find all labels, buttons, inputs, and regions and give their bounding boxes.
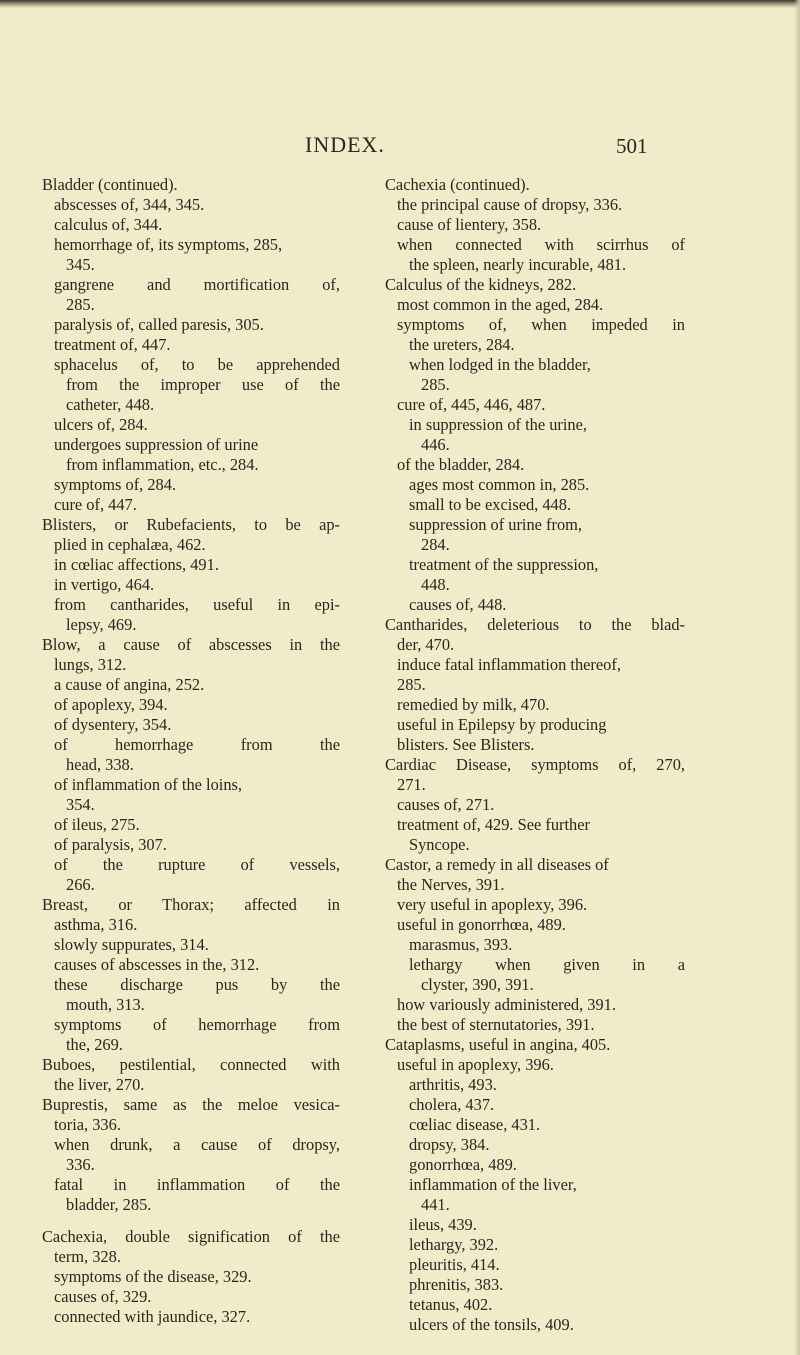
index-subentry-line: ulcers of the tonsils, 409. (409, 1315, 574, 1334)
left-column (42, 175, 340, 1327)
index-subentry-line: cure of, 445, 446, 487. (397, 395, 546, 414)
index-subentry-line: 446. (421, 435, 450, 454)
index-subentry-line: treatment of, 429. See further (397, 815, 590, 834)
index-subentry-line: these discharge pus by the (54, 975, 340, 994)
index-subentry-line: when drunk, a cause of dropsy, (54, 1135, 340, 1154)
index-subentry-line: the liver, 270. (54, 1075, 145, 1094)
index-subentry-line: Syncope. (409, 835, 470, 854)
index-subentry-line: suppression of urine from, (409, 515, 582, 534)
index-subentry-line: ulcers of, 284. (54, 415, 148, 434)
index-subentry-line: undergoes suppression of urine (54, 435, 259, 454)
index-subentry-line: the, 269. (66, 1035, 123, 1054)
index-subentry-line: symptoms of, when impeded in (397, 315, 685, 334)
index-subentry-line: 266. (66, 875, 95, 894)
index-subentry-line: 354. (66, 795, 95, 814)
index-heading-line: Cardiac Disease, symptoms of, 270, (385, 755, 685, 774)
index-subentry-line: most common in the aged, 284. (397, 295, 604, 314)
index-subentry-line: symptoms of hemorrhage from (54, 1015, 340, 1034)
index-subentry-line: of the bladder, 284. (397, 455, 525, 474)
index-subentry-line: lungs, 312. (54, 655, 127, 674)
index-subentry-line: causes of, 448. (409, 595, 507, 614)
index-subentry-line: how variously administered, 391. (397, 995, 616, 1014)
index-subentry-line: lethargy when given in a (409, 955, 685, 974)
index-subentry-line: 285. (397, 675, 426, 694)
index-subentry-line: useful in Epilepsy by producing (397, 715, 607, 734)
index-subentry-line: symptoms of, 284. (54, 475, 177, 494)
index-subentry-line: lethargy, 392. (409, 1235, 499, 1254)
index-subentry-line: tetanus, 402. (409, 1295, 493, 1314)
index-heading-line: Bladder (continued). (42, 175, 178, 194)
index-subentry-line: inflammation of the liver, (409, 1175, 577, 1194)
index-subentry-line: very useful in apoplexy, 396. (397, 895, 588, 914)
index-subentry-line: abscesses of, 344, 345. (54, 195, 205, 214)
index-subentry-line: ages most common in, 285. (409, 475, 590, 494)
index-subentry-line: dropsy, 384. (409, 1135, 490, 1154)
index-subentry-line: clyster, 390, 391. (421, 975, 534, 994)
index-subentry-line: from cantharides, useful in epi- (54, 595, 340, 614)
index-subentry-line: 285. (421, 375, 450, 394)
page-title: INDEX. (305, 132, 385, 157)
index-subentry-line: treatment of the suppression, (409, 555, 599, 574)
index-subentry-line: cœliac disease, 431. (409, 1115, 541, 1134)
index-subentry-line: catheter, 448. (66, 395, 155, 414)
page-number: 501 (616, 134, 648, 158)
index-heading-line: Buprestis, same as the meloe vesica- (42, 1095, 340, 1114)
index-heading-line: Breast, or Thorax; affected in (42, 895, 340, 914)
index-subentry-line: causes of abscesses in the, 312. (54, 955, 260, 974)
index-heading-line: Calculus of the kidneys, 282. (385, 275, 577, 294)
index-subentry-line: plied in cephalæa, 462. (54, 535, 206, 554)
index-subentry-line: 271. (397, 775, 426, 794)
index-subentry-line: fatal in inflammation of the (54, 1175, 340, 1194)
index-subentry-line: of ileus, 275. (54, 815, 140, 834)
right-column (385, 175, 685, 1335)
column-gap (42, 1215, 340, 1227)
index-subentry-line: pleuritis, 414. (409, 1255, 500, 1274)
index-subentry-line: head, 338. (66, 755, 134, 774)
index-subentry-line: 285. (66, 295, 95, 314)
index-subentry-line: of paralysis, 307. (54, 835, 167, 854)
index-subentry-line: 284. (421, 535, 450, 554)
index-subentry-line: symptoms of the disease, 329. (54, 1267, 252, 1286)
index-subentry-line: the ureters, 284. (409, 335, 515, 354)
index-heading-line: Cataplasms, useful in angina, 405. (385, 1035, 611, 1054)
index-subentry-line: term, 328. (54, 1247, 121, 1266)
index-subentry-line: treatment of, 447. (54, 335, 171, 354)
index-subentry-line: cure of, 447. (54, 495, 137, 514)
index-subentry-line: arthritis, 493. (409, 1075, 497, 1094)
index-subentry-line: cholera, 437. (409, 1095, 495, 1114)
index-subentry-line: 441. (421, 1195, 450, 1214)
index-subentry-line: toria, 336. (54, 1115, 121, 1134)
index-subentry-line: induce fatal inflammation thereof, (397, 655, 621, 674)
index-subentry-line: from the improper use of the (66, 375, 340, 394)
index-subentry-line: of inflammation of the loins, (54, 775, 243, 794)
index-subentry-line: blisters. See Blisters. (397, 735, 535, 754)
index-subentry-line: bladder, 285. (66, 1195, 152, 1214)
index-subentry-line: when lodged in the bladder, (409, 355, 591, 374)
index-subentry-line: slowly suppurates, 314. (54, 935, 209, 954)
index-heading-line: Cachexia (continued). (385, 175, 530, 194)
index-subentry-line: gangrene and mortification of, (54, 275, 340, 294)
index-subentry-line: a cause of angina, 252. (54, 675, 205, 694)
index-heading-line: Buboes, pestilential, connected with (42, 1055, 340, 1074)
index-subentry-line: lepsy, 469. (66, 615, 137, 634)
index-subentry-line: useful in apoplexy, 396. (397, 1055, 554, 1074)
index-subentry-line: cause of lientery, 358. (397, 215, 542, 234)
index-heading-line: Cantharides, deleterious to the blad- (385, 615, 685, 634)
index-subentry-line: from inflammation, etc., 284. (66, 455, 259, 474)
index-subentry-line: sphacelus of, to be apprehended (54, 355, 340, 374)
index-heading-line: Blisters, or Rubefacients, to be ap- (42, 515, 340, 534)
index-subentry-line: causes of, 271. (397, 795, 495, 814)
index-subentry-line: of the rupture of vessels, (54, 855, 340, 874)
index-subentry-line: 448. (421, 575, 450, 594)
index-subentry-line: in cœliac affections, 491. (54, 555, 219, 574)
page-right-edge (794, 0, 800, 1355)
index-subentry-line: useful in gonorrhœa, 489. (397, 915, 566, 934)
index-subentry-line: der, 470. (397, 635, 455, 654)
index-subentry-line: paralysis of, called paresis, 305. (54, 315, 264, 334)
index-subentry-line: 336. (66, 1155, 95, 1174)
index-heading-line: Castor, a remedy in all diseases of (385, 855, 609, 874)
index-subentry-line: of dysentery, 354. (54, 715, 172, 734)
index-subentry-line: connected with jaundice, 327. (54, 1307, 251, 1326)
index-heading-line: Blow, a cause of abscesses in the (42, 635, 340, 654)
index-subentry-line: the Nerves, 391. (397, 875, 505, 894)
index-subentry-line: asthma, 316. (54, 915, 138, 934)
page-top-edge (0, 0, 800, 8)
index-subentry-line: the best of sternutatories, 391. (397, 1015, 595, 1034)
index-subentry-line: in suppression of the urine, (409, 415, 587, 434)
index-subentry-line: small to be excised, 448. (409, 495, 572, 514)
page-header (0, 132, 800, 162)
index-subentry-line: 345. (66, 255, 95, 274)
index-subentry-line: the principal cause of dropsy, 336. (397, 195, 623, 214)
index-subentry-line: gonorrhœa, 489. (409, 1155, 517, 1174)
index-subentry-line: in vertigo, 464. (54, 575, 155, 594)
index-subentry-line: causes of, 329. (54, 1287, 152, 1306)
index-subentry-line: the spleen, nearly incurable, 481. (409, 255, 627, 274)
index-subentry-line: remedied by milk, 470. (397, 695, 550, 714)
index-heading-line: Cachexia, double signification of the (42, 1227, 340, 1246)
index-subentry-line: when connected with scirrhus of (397, 235, 685, 254)
index-subentry-line: calculus of, 344. (54, 215, 163, 234)
index-subentry-line: of apoplexy, 394. (54, 695, 168, 714)
index-subentry-line: hemorrhage of, its symptoms, 285, (54, 235, 283, 254)
index-subentry-line: mouth, 313. (66, 995, 145, 1014)
index-subentry-line: ileus, 439. (409, 1215, 477, 1234)
index-subentry-line: phrenitis, 383. (409, 1275, 504, 1294)
index-subentry-line: marasmus, 393. (409, 935, 513, 954)
index-subentry-line: of hemorrhage from the (54, 735, 340, 754)
